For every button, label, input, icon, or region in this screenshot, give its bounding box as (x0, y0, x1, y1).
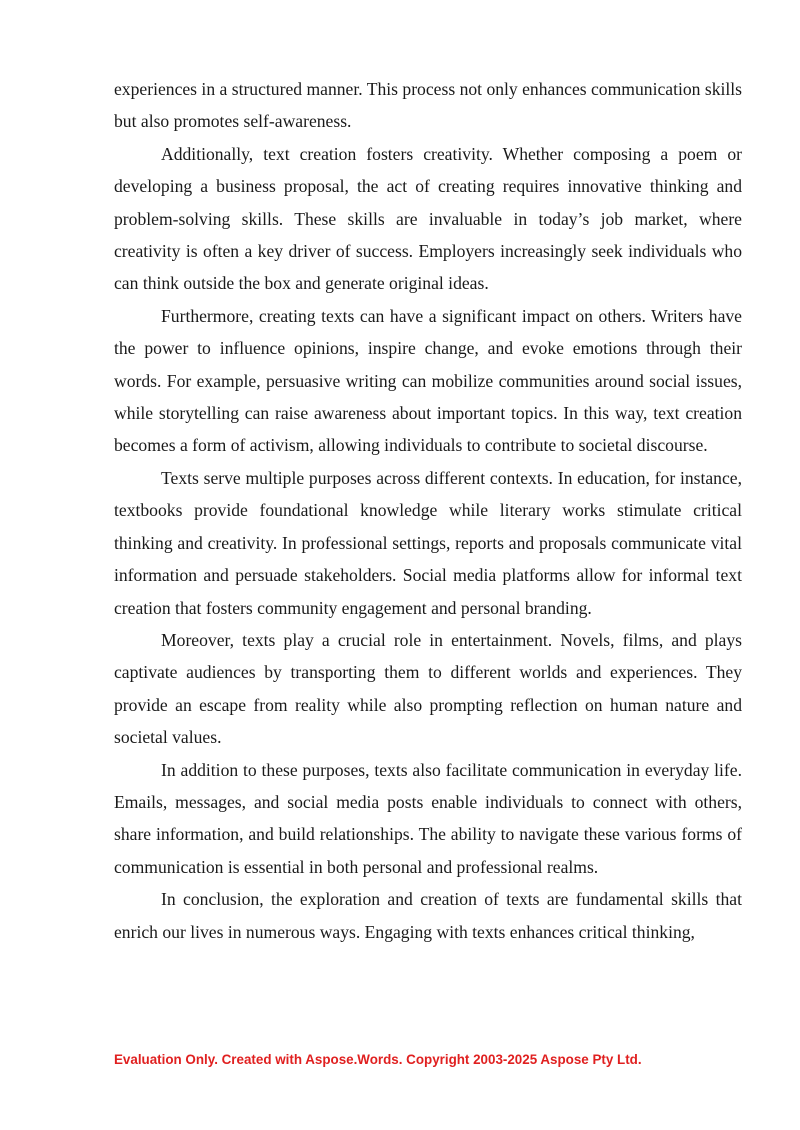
paragraph-communication: In addition to these purposes, texts also facilitate communication in everyday life. Emails, messages, and social media posts enable individuals to connect with others, share information, and build relationships. The ability to navigate these various forms of communication is essential in both personal and professional realms. (114, 759, 742, 877)
paragraph-creativity: Additionally, text creation fosters creativity. Whether composing a poem or developing a business proposal, the act of creating requires innovative thinking and problem-solving skills. These skills are invaluable in today’s job market, where creativity is often a key driver of success. Employers increasingly seek individuals who can think outside the box and generate original ideas. (114, 143, 742, 294)
body-text (114, 73, 742, 948)
evaluation-watermark: Evaluation Only. Created with Aspose.Words. Copyright 2003-2025 Aspose Pty Ltd. (114, 1052, 642, 1067)
paragraph-purposes: Texts serve multiple purposes across different contexts. In education, for instance, textbooks provide foundational knowledge while literary works stimulate critical thinking and creativity. In professional settings, reports and proposals communicate vital information and persuade stakeholders. Social media platforms allow for informal text creation that fosters community engagement and personal branding. (114, 467, 742, 618)
paragraph-impact: Furthermore, creating texts can have a significant impact on others. Writers have the power to influence opinions, inspire change, and evoke emotions through their words. For example, persuasive writing can mobilize communities around social issues, while storytelling can raise awareness about important topics. In this way, text creation becomes a form of activism, allowing individuals to contribute to societal discourse. (114, 305, 742, 456)
paragraph-entertainment: Moreover, texts play a crucial role in entertainment. Novels, films, and plays captivate audiences by transporting them to different worlds and experiences. They provide an escape from reality while also prompting reflection on human nature and societal values. (114, 629, 742, 748)
paragraph-conclusion: In conclusion, the exploration and creation of texts are fundamental skills that enrich our lives in numerous ways. Engaging with texts enhances critical thinking, (114, 889, 742, 942)
paragraph-continuation: experiences in a structured manner. This process not only enhances communication skills but also promotes self-awareness. (114, 79, 742, 132)
